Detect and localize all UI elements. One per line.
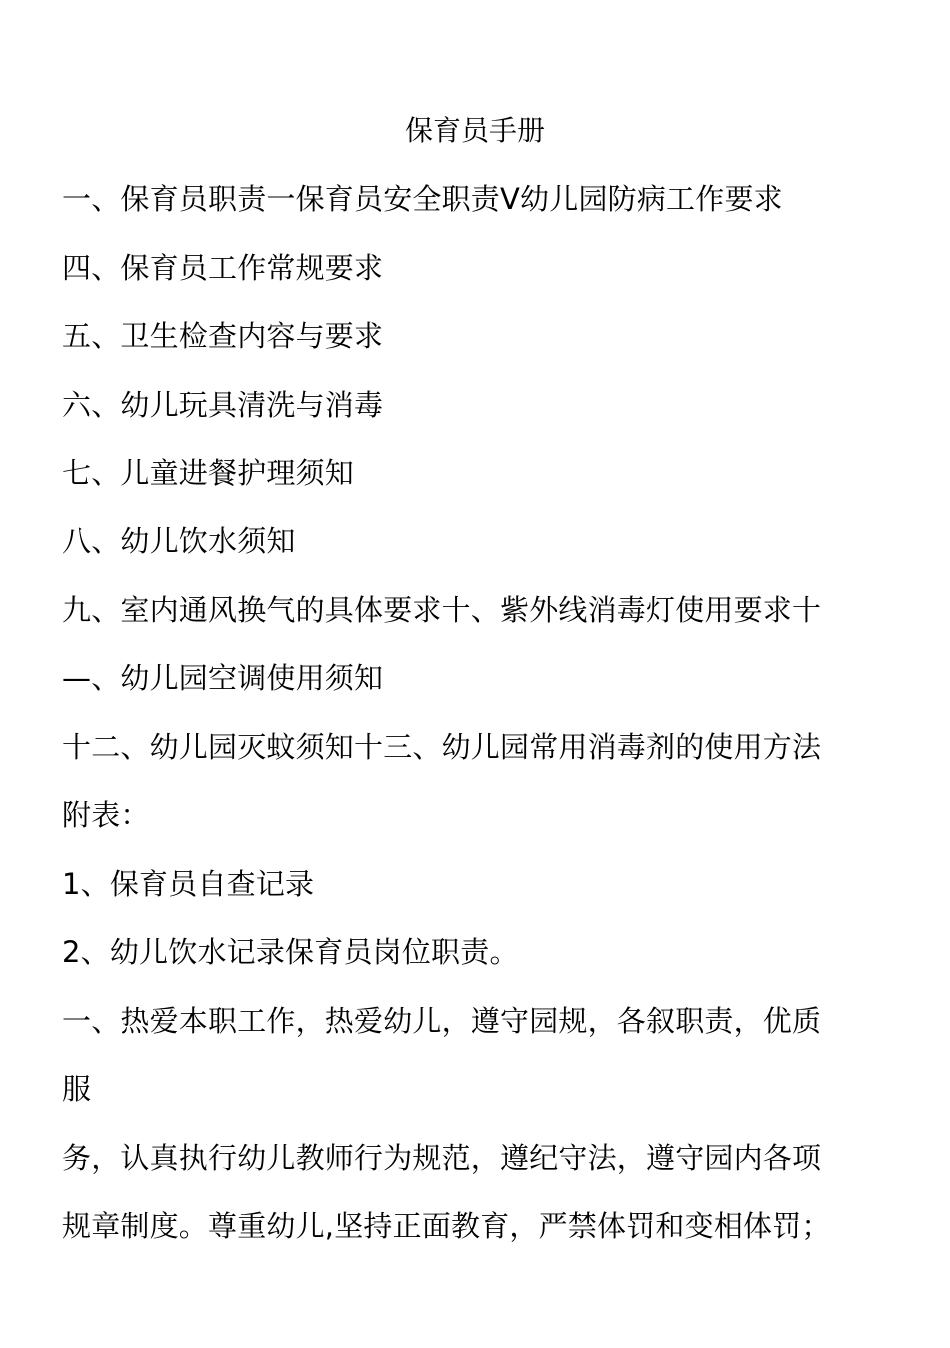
text-line: 服 — [62, 1072, 92, 1106]
text-line: 七、儿童进餐护理须知 — [62, 456, 355, 490]
text-line: 九、室内通风换气的具体要求十、紫外线消毒灯使用要求十 — [62, 593, 822, 627]
text-line: —、幼儿园空调使用须知 — [62, 661, 384, 695]
text-line: 1、保育员自查记录 — [62, 867, 315, 901]
text-line: 务，认真执行幼儿教师行为规范，遵纪守法，遵守园内各项 — [62, 1141, 822, 1175]
text-line: 一、保育员职责一保育员安全职责Ⅴ幼儿园防病工作要求 — [62, 182, 783, 216]
text-line: 一、热爱本职工作，热爱幼儿，遵守园规，各叙职责，优质 — [62, 1004, 822, 1038]
text-line: 八、幼儿饮水须知 — [62, 524, 296, 558]
text-line: 四、保育员工作常规要求 — [62, 251, 384, 285]
text-line: 十二、幼儿园灭蚊须知十三、幼儿园常用消毒剂的使用方法 — [62, 730, 822, 764]
text-line: 附表： — [62, 798, 150, 832]
text-line: 规章制度。尊重幼儿,坚持正面教育，严禁体罚和变相体罚； — [62, 1209, 831, 1243]
text-line: 2、幼儿饮水记录保育员岗位职责。 — [62, 935, 519, 969]
document-title: 保育员手册 — [404, 114, 545, 147]
text-line: 六、幼儿玩具清洗与消毒 — [62, 388, 384, 422]
text-line: 五、卫生检查内容与要求 — [62, 319, 384, 353]
